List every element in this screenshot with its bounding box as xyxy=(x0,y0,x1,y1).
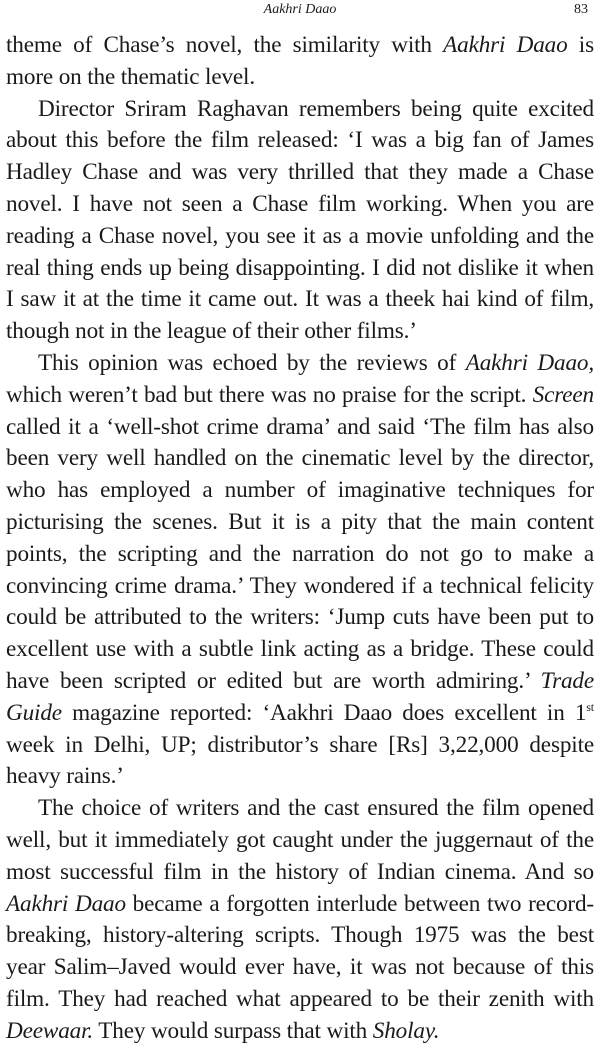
running-head xyxy=(0,0,600,20)
text-run: which weren’t bad but there was no praise for the script. xyxy=(6,381,533,408)
paragraph xyxy=(6,348,594,793)
italic-title: Trade Guide xyxy=(6,667,594,726)
italic-title: Deewaar. xyxy=(6,1017,94,1044)
text-run: theme of Chase’s novel, the similarity with xyxy=(6,32,444,58)
text-run: called it a ‘well-shot crime drama’ and said ‘The film has also been very well handled on the cinematic level by the director, who has employed a number of imaginative techniques for picturising the scenes. But it is a pity that the main content points, the scripting and the narration do not go to make a convincing crime drama.’ They wondered if a technical felicity could be attributed to the writers: ‘Jump cuts have been put to excellent use with a subtle link acting as a bridge. These could have been scripted or edited but are worth admiring.’ xyxy=(6,413,594,694)
italic-title: Screen xyxy=(532,381,594,408)
text-run: became a forgotten interlude between two record-breaking, history-altering scripts. Though 1975 was the best year Salim–Javed would ever have, it was not because of this film. They had reached what appeared to be their zenith with xyxy=(6,890,594,1012)
running-title: Aakhri Daao xyxy=(263,2,337,17)
italic-title: Aakhri Daao xyxy=(443,32,568,58)
text-run: They would surpass that with xyxy=(93,1017,373,1044)
paragraph xyxy=(6,94,594,348)
italic-title: Sholay. xyxy=(372,1017,440,1044)
paragraph xyxy=(6,793,594,1047)
italic-title: Aakhri Daao xyxy=(6,890,126,917)
text-run: Director Sriram Raghavan remembers being quite excited about this before the film released: ‘I was a big fan of James Hadley Chase and was very thrilled that they made a Chase novel. I have not seen a Chase film working. When you are reading a Chase novel, you see it as a movie unfolding and the real thing ends up being disappointing. I did not dislike it when I saw it at the time it came out. It was a theek hai kind of film, though not in the league of their other films.’ xyxy=(6,95,594,345)
page-number: 83 xyxy=(574,2,588,17)
italic-title: Aakhri Daao, xyxy=(465,349,594,376)
body-text xyxy=(6,30,594,1048)
text-run: week in Delhi, UP; distributor’s share [Rs] 3,22,000 despite heavy rains.’ xyxy=(6,731,594,790)
text-run: This opinion was echoed by the reviews of xyxy=(38,349,466,376)
paragraph xyxy=(6,30,594,94)
text-run: magazine reported: ‘Aakhri Daao does excellent in 1 xyxy=(61,699,587,726)
text-run: The choice of writers and the cast ensured the film opened well, but it immediately got caught under the juggernaut of the most successful film in the history of Indian cinema. And so xyxy=(6,795,594,885)
text-run: is more on the thematic level. xyxy=(6,32,594,90)
superscript-text: st xyxy=(586,699,594,714)
